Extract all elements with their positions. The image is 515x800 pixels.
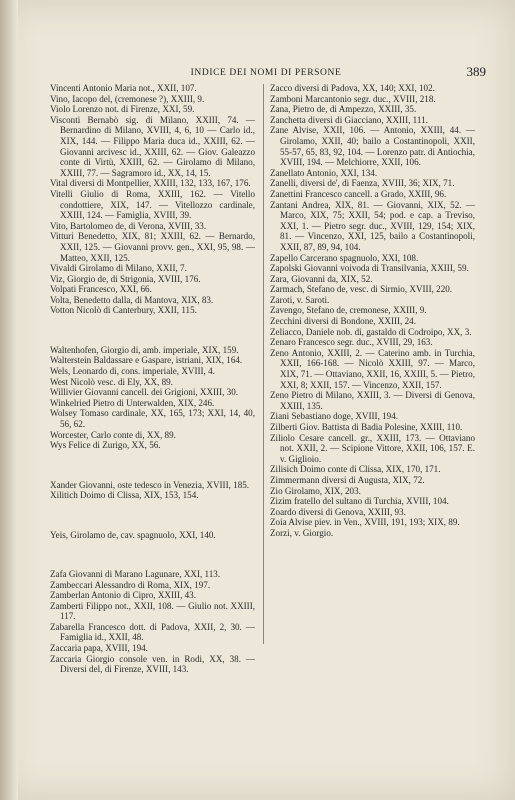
index-entry: Yeis, Girolamo de, cav. spagnuolo, XXI, 140. — [50, 529, 216, 540]
index-entry: Zeno Pietro di Milano, XXIII, 3. — Diversi di Genova, XXIII, 135. — [270, 390, 475, 411]
index-entry: Ziliolo Cesare cancell. gr., XXIII, 173. — Ottaviano not. XXII, 2. — Scipione Vittore, XXII, 106, 157. E. v. Giglioio. — [270, 432, 475, 464]
index-entry: Vito, Bartolomeo de, di Verona, XVIII, 33. — [50, 220, 207, 231]
index-entry: Zacco diversi di Padova, XX, 140; XXI, 102. — [270, 83, 435, 93]
section-gap — [50, 549, 255, 560]
index-entry: Waltenhofen, Giorgio di, amb. imperiale, XIX, 159. — [50, 344, 239, 355]
index-entry: Worcester, Carlo conte di, XX, 89. — [50, 429, 176, 440]
index-entry: West Nicolò vesc. di Ely, XX, 89. — [50, 376, 173, 387]
index-entry: Vitelli Giulio di Roma, XXIII, 162. — Vitello condottiere, XIX, 147. — Vitellozzo cardinale, XXIII, 124. — Famiglia, XVIII, 39. — [50, 188, 255, 221]
section-gap — [50, 510, 255, 521]
index-entry: Winkelried Pietro di Unterwalden, XIX, 246. — [50, 397, 215, 408]
running-header — [46, 64, 486, 82]
index-entry: Vivaldi Girolamo di Milano, XXII, 7. — [50, 263, 187, 274]
index-entry: Zarmach, Stefano de, vesc. di Sirmio, XVIII, 220. — [270, 284, 453, 295]
index-entry: Zara, Giovanni da, XIX, 52. — [270, 273, 373, 284]
index-entry: Zavengo, Stefano de, cremonese, XXIII, 9. — [270, 305, 427, 316]
index-entry: Xilitich Doimo di Clissa, XIX, 153, 154. — [50, 490, 199, 501]
index-entry: Zamberlan Antonio di Cipro, XXIII, 43. — [50, 590, 196, 601]
page-number: 389 — [466, 64, 486, 79]
index-entry: Zoardo diversi di Genova, XXIII, 93. — [270, 506, 406, 517]
index-entry: Zane Alvise, XXII, 106. — Antonio, XXIII, 44. — Girolamo, XXII, 40; bailo a Costantinopoli, XXII, 55-57, 65, 83, 92, 104. — Lorenzo patr. di Antiochia, XVIII, 194. — Melchiorre, XXII, 106. — [270, 125, 475, 168]
index-entry: Votton Nicolò di Canterbury, XXII, 115. — [50, 305, 197, 316]
index-entry: Volpati Francesco, XXI, 66. — [50, 284, 152, 295]
index-entry: Wolsey Tomaso cardinale, XX, 165, 173; XXI, 14, 40, 56, 62. — [50, 408, 255, 429]
index-entry: Wels, Leonardo di, cons. imperiale, XVIII, 4. — [50, 366, 215, 377]
column-divider — [263, 84, 264, 644]
index-entry: Zanettini Francesco cancell. a Grado, XXIII, 96. — [270, 188, 447, 199]
index-entry: Zoia Alvise piev. in Ven., XVIII, 191, 193; XIX, 89. — [270, 517, 460, 528]
index-entry: Zabarella Francesco dott. di Padova, XXII, 2, 30. — Famiglia id., XXII, 48. — [50, 621, 255, 643]
index-entry: Volta, Benedetto dalla, di Mantova, XIX, 83. — [50, 294, 214, 305]
index-entry: Viz, Giorgio de, di Strigonia, XVIII, 176. — [50, 273, 201, 284]
index-column-right — [270, 83, 475, 539]
index-entry: Zanchetta diversi di Giacciano, XXIII, 111. — [270, 114, 428, 125]
index-entry: Ziani Sebastiano doge, XVIII, 194. — [270, 411, 399, 422]
running-title: INDICE DEI NOMI DI PERSONE — [190, 68, 342, 78]
index-entry: Xander Giovanni, oste tedesco in Venezia, XVIII, 185. — [50, 479, 250, 490]
section-gap — [50, 460, 255, 471]
index-entry: Zenaro Francesco segr. duc., XVIII, 29, 163. — [270, 337, 433, 348]
index-entry: Zaccaria papa, XVIII, 194. — [50, 643, 148, 654]
index-entry: Zantani Andrea, XIX, 81. — Giovanni, XIX, 52. — Marco, XIX, 75; XXII, 54; pod. e cap. a Treviso, XXI, 1. — Pietro segr. duc., XVIII, 129, 154; XIX, 81. — Vincenzo, XXI, 125, bailo a Costantinopoli, XXII, 87, 89, 94, 104. — [270, 199, 475, 252]
index-entry: Zaroti, v. Saroti. — [270, 294, 330, 305]
index-entry: Zafa Giovanni di Marano Lagunare, XXI, 113. — [50, 568, 221, 579]
index-entry: Zeno Antonio, XXIII, 2. — Caterino amb. in Turchia, XXII, 166-168. — Nicolò XXIII, 97. — Marco, XIX, 71. — Ottaviano, XXII, 16, XXIII, 5. — Pietro, XXI, 8; XXII, 157. — Vincenzo, XXII, 157. — [270, 347, 475, 390]
index-entry: Zamboni Marcantonio segr. duc., XVIII, 218. — [270, 93, 436, 104]
index-entry: Zecchini diversi di Bondone, XXIII, 24. — [270, 316, 416, 327]
page-gutter-shadow — [0, 0, 18, 800]
index-entry: Zilisich Doimo conte di Clissa, XIX, 170, 171. — [270, 464, 441, 475]
index-entry: Zilberti Giov. Battista di Badia Polesine, XXIII, 110. — [270, 422, 463, 432]
index-entry: Zapello Carcerano spagnuolo, XXI, 108. — [270, 252, 419, 263]
index-entry: Zio Girolamo, XIX, 203. — [270, 485, 361, 496]
index-entry: Vino, Iacopo del, (cremonese ?), XXIII, 9. — [50, 93, 205, 104]
index-entry: Vital diversi di Montpellier, XXIII, 132, 133, 167, 176. — [50, 178, 251, 189]
index-entry: Zaccaria Giorgio console ven. in Rodi, XX, 38. — Diversi del, di Firenze, XVIII, 143. — [50, 653, 255, 675]
index-entry: Vincenti Antonio Maria not., XXII, 107. — [50, 83, 197, 93]
index-entry: Zanellato Antonio, XXI, 134. — [270, 167, 378, 178]
index-entry: Zanelli, diversi de', di Faenza, XVIII, 36; XIX, 71. — [270, 178, 455, 189]
index-entry: Zizim fratello del sultano di Turchia, XVIII, 104. — [270, 496, 449, 507]
index-entry: Zorzi, v. Giorgio. — [270, 527, 334, 538]
index-entry: Violo Lorenzo not. di Firenze, XXI, 59. — [50, 104, 195, 115]
section-gap — [50, 325, 255, 336]
index-entry: Willivier Giovanni cancell. dei Grigioni, XXIII, 30. — [50, 387, 239, 398]
index-entry: Zeliacco, Daniele nob. di, gastaldo di Codroipo, XX, 3. — [270, 326, 472, 337]
index-entry: Vitturi Benedetto, XIX, 81; XXIII, 62. — Bernardo, XXII, 125. — Giovanni provv. gen., XXI, 95, 98. — Matteo, XXII, 125. — [50, 231, 255, 263]
index-entry: Zapolski Giovanni voivoda di Transilvania, XXIII, 59. — [270, 263, 469, 274]
index-entry: Zana, Pietro de, di Ampezzo, XXIII, 35. — [270, 104, 417, 115]
index-entry: Zambeccari Alessandro di Roma, XIX, 197. — [50, 579, 211, 590]
index-entry: Zamberti Filippo not., XXII, 108. — Giulio not. XXIII, 117. — [50, 600, 255, 622]
index-entry: Wys Felice di Zurigo, XX, 56. — [50, 440, 161, 451]
index-entry: Walterstein Baldassare e Gaspare, istriani, XIX, 164. — [50, 355, 243, 366]
index-entry: Visconti Bernabò sig. di Milano, XXIII, 74. — Bernardino di Milano, XVIII, 4, 6, 10 — Carlo id., XIX, 144. — Filippo Maria duca id., XXIII, 62. — Giovanni arcivesc id., XXIII, 62. — Giov. Galeazzo conte di Virtù, XXIII, 62. — Girolamo di Milano, XXIII, 77. — Sagramoro id., XX, 14, 15. — [50, 114, 255, 178]
index-entry: Zimmermann diversi di Augusta, XIX, 72. — [270, 474, 425, 485]
index-column-left — [50, 83, 255, 675]
